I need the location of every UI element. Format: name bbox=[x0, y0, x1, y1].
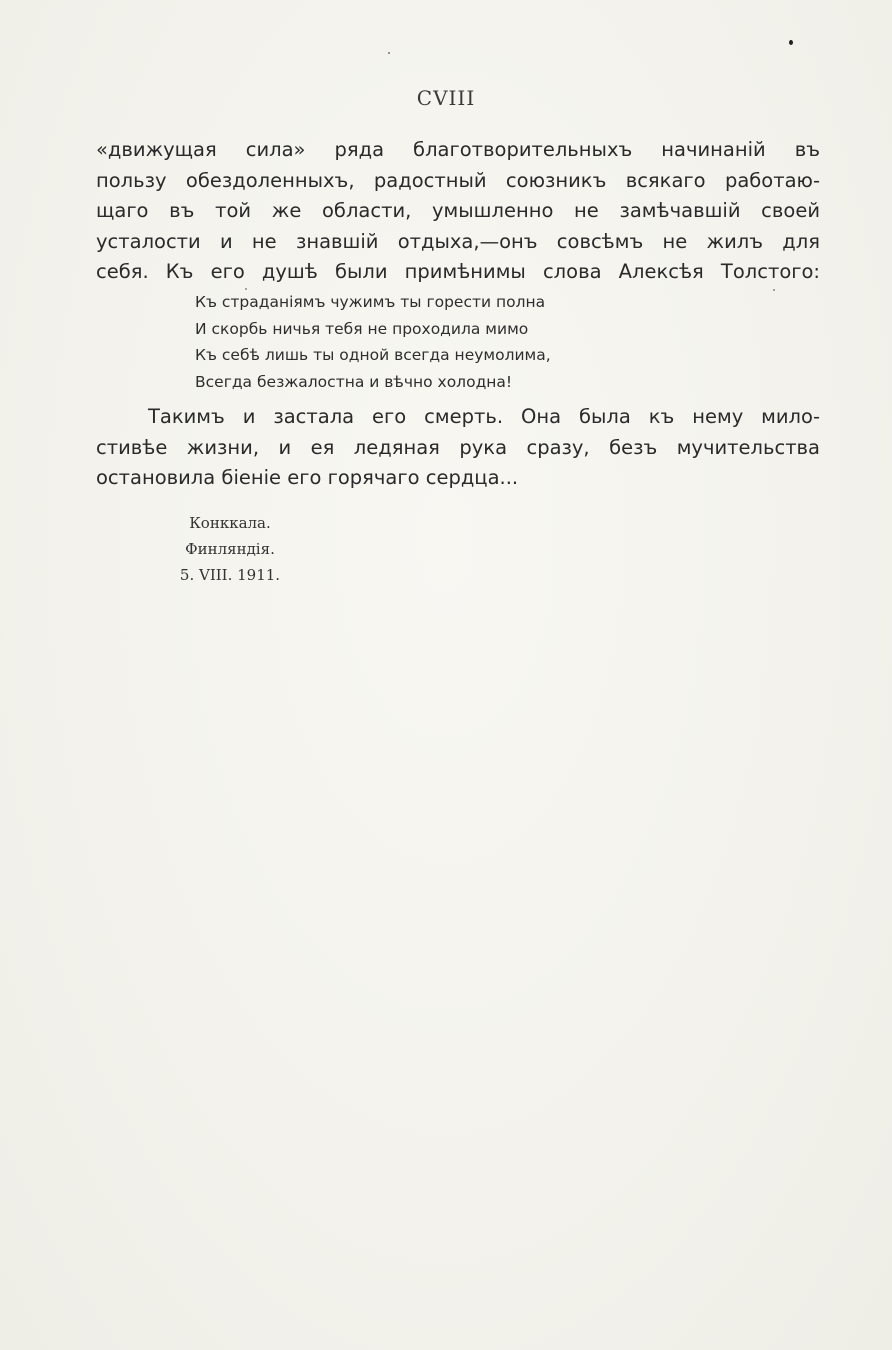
paragraph-1-line: щаго въ той же области, умышленно не замѣчавшій своей bbox=[96, 199, 820, 222]
poem-quote bbox=[195, 289, 551, 395]
paper-speck bbox=[388, 52, 390, 54]
paragraph-1 bbox=[96, 135, 820, 288]
signoff-country: Финляндія. bbox=[185, 540, 275, 558]
poem-line: Къ страданіямъ чужимъ ты горести полна bbox=[195, 293, 546, 311]
paragraph-1-line: «движущая сила» ряда благотворительныхъ начинаній въ bbox=[96, 138, 820, 161]
signoff-place: Конккала. bbox=[189, 514, 271, 532]
paper-speck bbox=[245, 288, 247, 290]
paragraph-1-line: усталости и не знавшій отдыха,—онъ совсѣмъ не жилъ для bbox=[96, 229, 820, 253]
paper-speck bbox=[773, 289, 775, 291]
paragraph-1-line: себя. Къ его душѣ были примѣнимы слова Алексѣя Толстого: bbox=[96, 260, 820, 283]
poem-line: И скорбь ничья тебя не проходила мимо bbox=[195, 319, 529, 338]
signoff-block bbox=[150, 510, 310, 588]
paragraph-2-line: Такимъ и застала его смерть. Она была къ нему мило- bbox=[148, 405, 820, 428]
paragraph-2-line: остановила біеніе его горячаго сердца... bbox=[96, 466, 519, 489]
page-number: CVIII bbox=[416, 86, 476, 110]
paragraph-2-line: стивѣе жизни, и ея ледяная рука сразу, безъ мучительства bbox=[96, 435, 820, 459]
poem-line: Всегда безжалостна и вѣчно холодна! bbox=[195, 372, 513, 391]
paragraph-2 bbox=[96, 402, 820, 494]
paper-speck bbox=[789, 40, 793, 45]
signoff-date: 5. VIII. 1911. bbox=[179, 566, 281, 584]
poem-line: Къ себѣ лишь ты одной всегда неумолима, bbox=[195, 346, 551, 364]
paragraph-1-line: пользу обездоленныхъ, радостный союзникъ всякаго работаю- bbox=[96, 168, 820, 192]
